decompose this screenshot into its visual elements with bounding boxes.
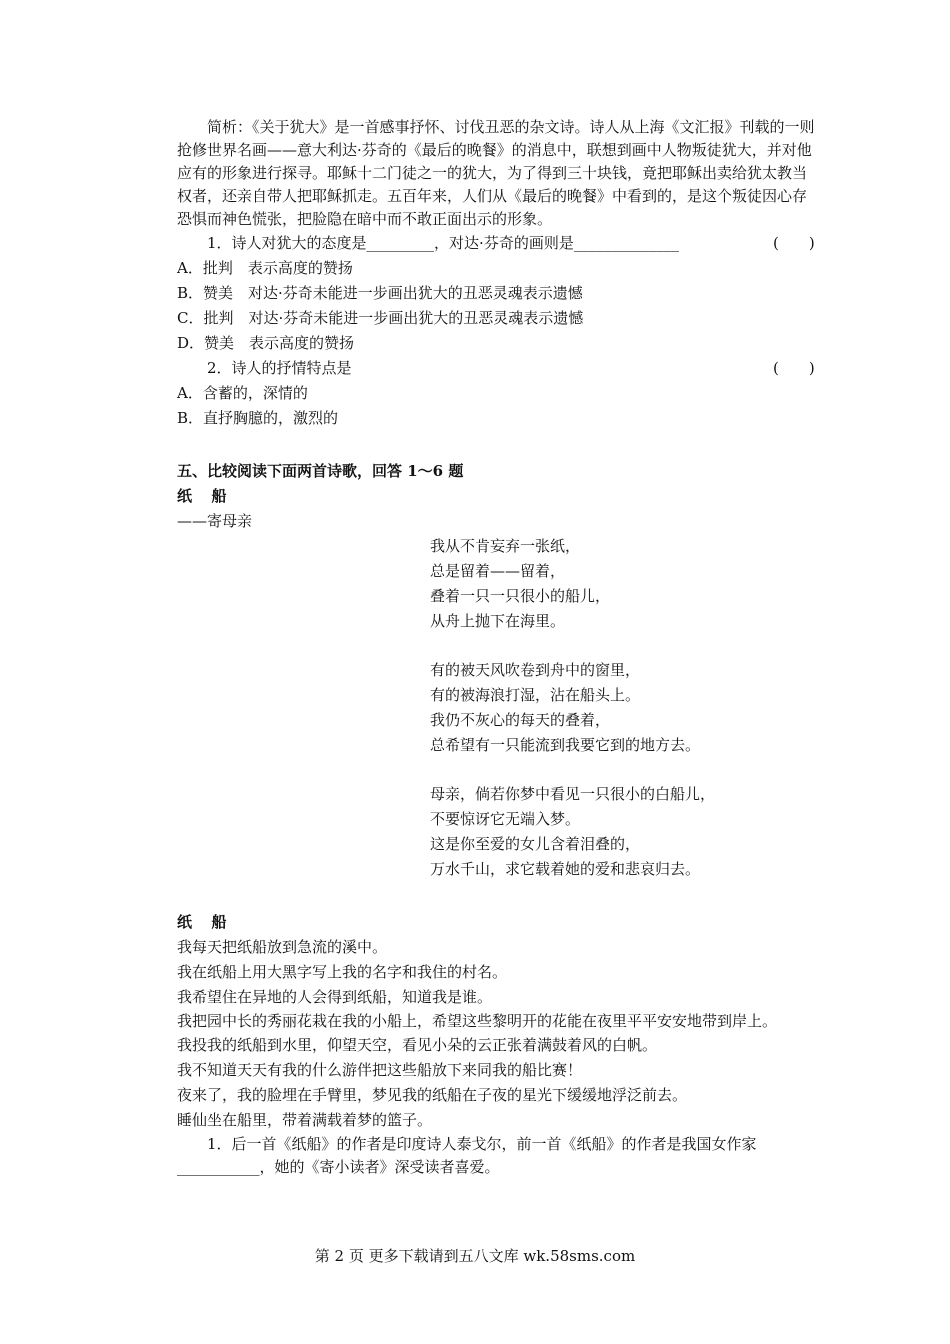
question-1-answer-paren: ( ) [773,234,815,252]
page-footer: 第 2 页 更多下载请到五八文库 wk.58sms.com [314,1247,636,1265]
poem-line: 叠着一只一只很小的船儿， [430,587,611,605]
question-1-stem: 1．诗人对犹大的态度是_________，对达·芬奇的画则是______________ [207,234,679,252]
poem-line: 有的被天风吹卷到舟中的窗里， [430,661,641,679]
final-question: 1．后一首《纸船》的作者是印度诗人泰戈尔，前一首《纸船》的作者是我国女作家___________，她的《寄小读者》深受读者喜爱。 [177,1135,757,1176]
question-2-option-a: A．含蓄的，深情的 [177,384,308,402]
poem-line: 这是你至爱的女儿含着泪叠的， [430,835,641,853]
poem-2-line: 我不知道天天有我的什么游伴把这些船放下来同我的船比赛！ [177,1061,583,1079]
question-1-option-a: A．批判 表示高度的赞扬 [177,259,353,277]
poem-line: 我仍不灰心的每天的叠着， [430,711,611,729]
page-content [177,116,817,1179]
poem-2-line: 睡仙坐在船里，带着满载着梦的篮子。 [177,1111,433,1129]
poem-line: 万水千山，求它载着她的爱和悲哀归去。 [430,860,701,878]
question-2-stem: 2．诗人的抒情特点是 [207,359,352,377]
section-5-heading: 五、比较阅读下面两首诗歌，回答 1～6 题 [177,462,464,480]
poem-line: 母亲，倘若你梦中看见一只很小的白船儿， [430,785,716,803]
poem-2-line: 我把园中长的秀丽花栽在我的小船上，希望这些黎明开的花能在夜里平平安安地带到岸上。 [177,1012,778,1030]
question-1 [177,231,817,256]
question-2-answer-paren: ( ) [773,359,815,377]
question-2 [177,356,817,381]
poem-2-line: 我每天把纸船放到急流的溪中。 [177,938,388,956]
poem-1-body [430,534,817,882]
poem-2-title: 纸船 [177,913,247,931]
question-1-option-d: D．赞美 表示高度的赞扬 [177,334,355,352]
intro-paragraph: 简析：《关于犹大》是一首感事抒怀、讨伐丑恶的杂文诗。诗人从上海《文汇报》刊载的一则抢修世界名画——意大利达·芬奇的《最后的晚餐》的消息中，联想到画中人物叛徒犹大，并对他应有的形象进行探寻。耶稣十二门徒之一的犹大，为了得到三十块钱，竟把耶稣出卖给犹太教当权者，还亲自带人把耶稣抓走。五百年来，人们从《最后的晚餐》中看到的，是这个叛徒因心存恐惧而神色慌张，把脸隐在暗中而不敢正面出示的形象。 [177,118,815,228]
question-1-option-b: B．赞美 对达·芬奇未能进一步画出犹大的丑恶灵魂表示遗憾 [177,284,583,302]
poem-line: 总是留着——留着， [430,562,566,580]
poem-line: 不要惊讶它无端入梦。 [430,810,581,828]
poem-line: 我从不肯妄弃一张纸， [430,537,581,555]
poem-1-title: 纸船 [177,487,247,505]
poem-line: 有的被海浪打湿，沾在船头上。 [430,686,641,704]
poem-2-line: 我希望住在异地的人会得到纸船，知道我是谁。 [177,988,493,1006]
poem-2-line: 我在纸船上用大黑字写上我的名字和我住的村名。 [177,963,508,981]
poem-2-line: 夜来了，我的脸埋在手臂里，梦见我的纸船在子夜的星光下缓缓地浮泛前去。 [177,1086,688,1104]
poem-line: 总希望有一只能流到我要它到的地方去。 [430,736,701,754]
question-1-option-c: C．批判 对达·芬奇未能进一步画出犹大的丑恶灵魂表示遗憾 [177,309,584,327]
question-2-option-b: B．直抒胸臆的，激烈的 [177,409,339,427]
poem-1-subtitle: ——寄母亲 [177,512,253,530]
poem-line: 从舟上抛下在海里。 [430,612,566,630]
poem-2-line: 我投我的纸船到水里，仰望天空，看见小朵的云正张着满鼓着风的白帆。 [177,1036,658,1054]
